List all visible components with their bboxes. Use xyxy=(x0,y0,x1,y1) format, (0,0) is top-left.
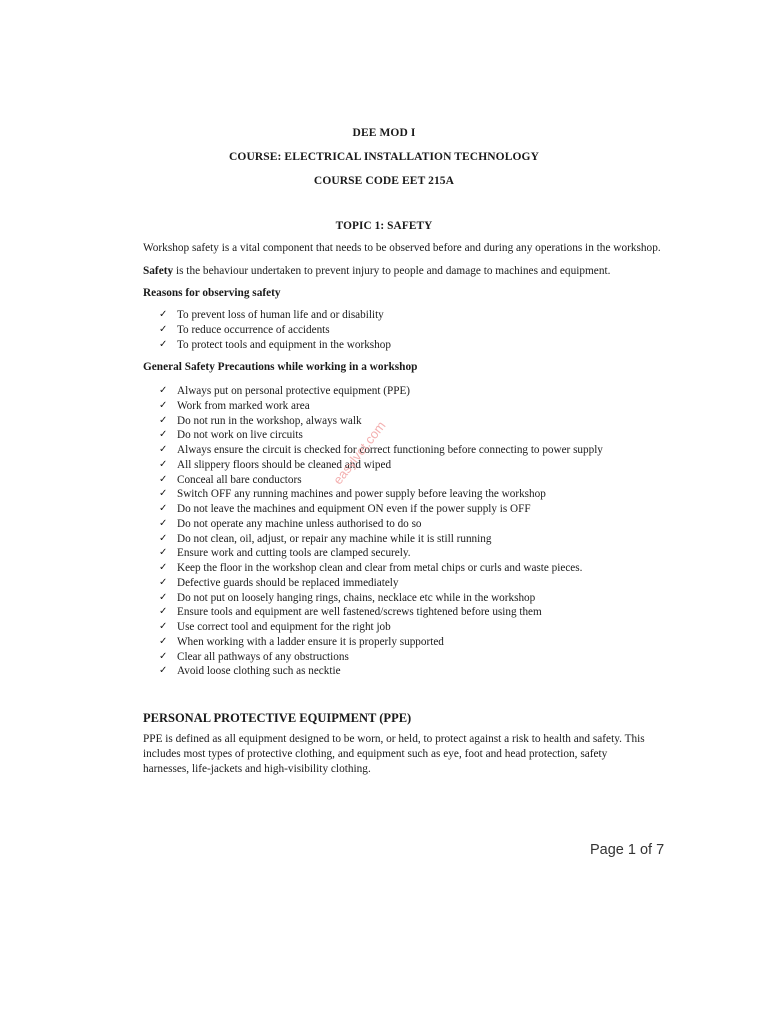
checkmark-icon: ✓ xyxy=(159,532,168,544)
header-course-code: COURSE CODE EET 215A xyxy=(313,175,455,187)
checkmark-icon: ✓ xyxy=(159,338,168,350)
precaution-item-text: Avoid loose clothing such as necktie xyxy=(177,665,341,678)
precaution-item-text: All slippery floors should be cleaned and wiped xyxy=(177,458,392,471)
precaution-item-text: Always ensure the circuit is checked for correct functioning before connecting to power supply xyxy=(177,444,603,456)
checkmark-icon: ✓ xyxy=(159,429,168,441)
safety-term: Safety xyxy=(143,265,174,277)
precaution-item-text: Do not work on live circuits xyxy=(177,429,303,442)
safety-definition-text: is the behaviour undertaken to prevent injury to people and damage to machines and equipment. xyxy=(173,265,611,277)
checkmark-icon: ✓ xyxy=(159,488,168,500)
header-course: COURSE: ELECTRICAL INSTALLATION TECHNOLOGY xyxy=(229,151,539,163)
intro-paragraph: Workshop safety is a vital component that needs to be observed before and during any operations in the workshop. xyxy=(143,242,661,254)
safety-definition xyxy=(143,264,683,279)
reason-item-text: To prevent loss of human life and or disability xyxy=(177,309,384,321)
checkmark-icon: ✓ xyxy=(159,458,168,470)
precaution-item xyxy=(159,532,603,547)
checkmark-icon: ✓ xyxy=(159,399,168,411)
precaution-item-text: Do not run in the workshop, always walk xyxy=(177,414,362,427)
precaution-item-text: Work from marked work area xyxy=(177,399,310,412)
precaution-item xyxy=(159,620,603,635)
header-module: DEE MOD I xyxy=(352,127,416,139)
precaution-item-text: Keep the floor in the workshop clean and clear from metal chips or curls and waste pieces. xyxy=(177,562,583,574)
checkmark-icon: ✓ xyxy=(159,444,168,455)
precaution-item xyxy=(159,487,603,502)
reasons-heading: Reasons for observing safety xyxy=(143,287,281,299)
precaution-item xyxy=(159,473,603,488)
precaution-item-text: Conceal all bare conductors xyxy=(177,473,302,486)
reason-item xyxy=(159,323,391,338)
checkmark-icon: ✓ xyxy=(159,385,168,396)
precaution-item xyxy=(159,399,603,414)
precaution-item-text: Clear all pathways of any obstructions xyxy=(177,650,349,663)
watermark: easylvet.com xyxy=(330,418,389,488)
precautions-heading: General Safety Precautions while working in a workshop xyxy=(143,361,418,373)
precaution-item-text: Do not clean, oil, adjust, or repair any machine while it is still running xyxy=(177,532,492,545)
precaution-item xyxy=(159,443,603,458)
reason-item-text: To protect tools and equipment in the workshop xyxy=(177,338,391,351)
precaution-item-text: Use correct tool and equipment for the right job xyxy=(177,621,391,633)
precaution-item xyxy=(159,650,603,665)
reasons-list xyxy=(159,308,391,352)
precaution-item xyxy=(159,576,603,591)
precaution-item xyxy=(159,605,603,620)
checkmark-icon: ✓ xyxy=(159,665,168,677)
checkmark-icon: ✓ xyxy=(159,414,168,426)
checkmark-icon: ✓ xyxy=(159,517,168,529)
precaution-item-text: Ensure work and cutting tools are clamped securely. xyxy=(177,547,411,560)
checkmark-icon: ✓ xyxy=(159,635,168,647)
precaution-item xyxy=(159,635,603,650)
precaution-item xyxy=(159,546,603,561)
ppe-paragraph: PPE is defined as all equipment designed to be worn, or held, to protect against a risk to health and safety. This includes most types of protective clothing, and equipment such as eye, foot and head protection, safety harnesses, life-jackets and high-visibility clothing. xyxy=(143,733,645,775)
checkmark-icon: ✓ xyxy=(159,323,168,335)
precaution-item xyxy=(159,384,603,399)
checkmark-icon: ✓ xyxy=(159,576,168,588)
reason-item xyxy=(159,338,391,353)
precaution-item xyxy=(159,458,603,473)
precaution-item xyxy=(159,591,603,606)
precaution-item-text: Switch OFF any running machines and power supply before leaving the workshop xyxy=(177,488,546,501)
reason-item xyxy=(159,308,391,323)
precaution-item-text: Ensure tools and equipment are well fastened/screws tightened before using them xyxy=(177,606,542,619)
checkmark-icon: ✓ xyxy=(159,650,168,662)
checkmark-icon: ✓ xyxy=(159,473,168,485)
page-number: Page 1 of 7 xyxy=(590,842,665,858)
precaution-item-text: Do not leave the machines and equipment ON even if the power supply is OFF xyxy=(177,503,531,515)
checkmark-icon: ✓ xyxy=(159,606,168,618)
precaution-item-text: When working with a ladder ensure it is properly supported xyxy=(177,635,444,648)
precaution-item-text: Do not operate any machine unless authorised to do so xyxy=(177,517,422,530)
checkmark-icon: ✓ xyxy=(159,309,168,320)
checkmark-icon: ✓ xyxy=(159,547,168,559)
precaution-item xyxy=(159,502,603,517)
precaution-item xyxy=(159,517,603,532)
checkmark-icon: ✓ xyxy=(159,562,168,573)
ppe-section-title: PERSONAL PROTECTIVE EQUIPMENT (PPE) xyxy=(143,711,412,725)
checkmark-icon: ✓ xyxy=(159,591,168,603)
precaution-item-text: Defective guards should be replaced immediately xyxy=(177,576,399,589)
topic-title: TOPIC 1: SAFETY xyxy=(335,220,433,232)
reason-item-text: To reduce occurrence of accidents xyxy=(177,323,330,336)
precaution-item xyxy=(159,664,603,679)
checkmark-icon: ✓ xyxy=(159,503,168,514)
precaution-item xyxy=(159,561,603,576)
checkmark-icon: ✓ xyxy=(159,621,168,632)
precaution-item-text: Always put on personal protective equipment (PPE) xyxy=(177,385,411,397)
precaution-item-text: Do not put on loosely hanging rings, chains, necklace etc while in the workshop xyxy=(177,591,536,604)
